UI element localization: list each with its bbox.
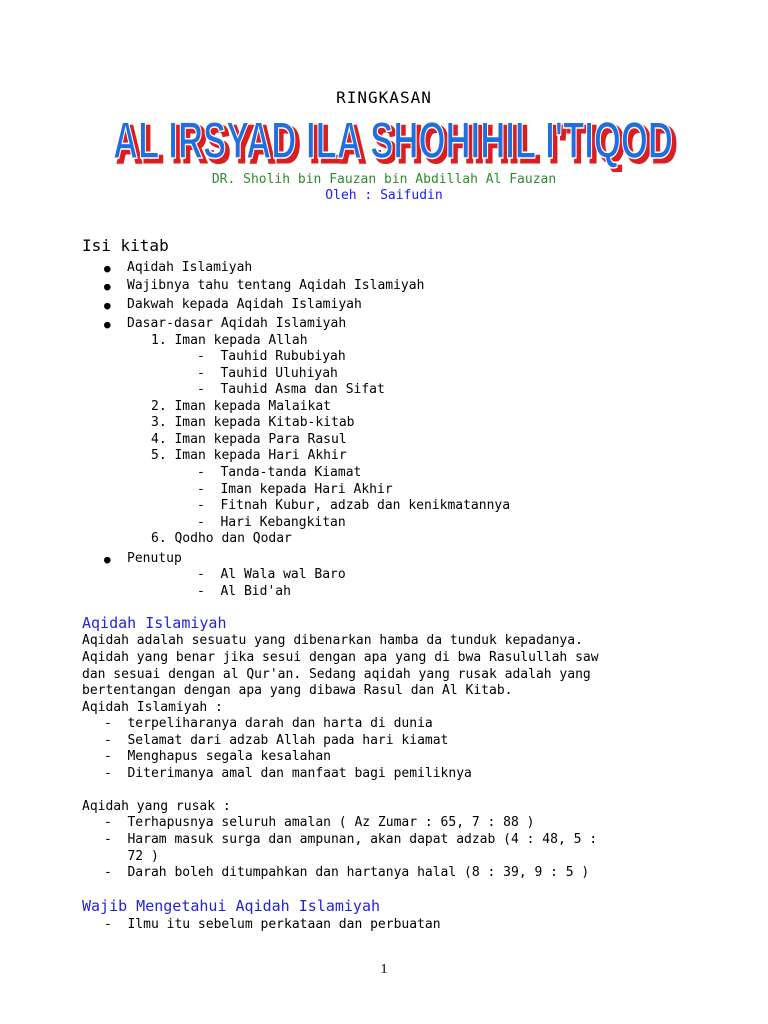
banner-title: AL IRSYAD ILA SHOHIHIL I'TIQOD [113, 112, 673, 170]
bullet-dot: ● [104, 280, 111, 293]
toc-sub-item: - Iman kepada Hari Akhir [197, 482, 393, 497]
bullet-dot: ● [104, 299, 111, 312]
benefit-item: - Menghapus segala kesalahan [104, 749, 331, 764]
toc-sub-item: - Al Bid'ah [197, 584, 291, 599]
toc-sub-item: - Tauhid Asma dan Sifat [197, 382, 385, 397]
rusak-item: - Terhapusnya seluruh amalan ( Az Zumar : 65, 7 : 88 ) [104, 815, 535, 830]
toc-sub-item: - Fitnah Kubur, adzab dan kenikmatannya [197, 498, 511, 513]
benefit-item: - Diterimanya amal dan manfaat bagi pemiliknya [104, 766, 472, 781]
toc-sub-item: - Tanda-tanda Kiamat [197, 465, 362, 480]
paragraph-line: Aqidah yang benar jika sesui dengan apa yang di bwa Rasulullah saw [82, 650, 599, 665]
toc-item: Dakwah kepada Aqidah Islamiyah [127, 297, 362, 312]
bullet-dot: ● [104, 553, 111, 566]
ringkasan-label: RINGKASAN [336, 88, 432, 107]
benefit-item: - Selamat dari adzab Allah pada hari kiamat [104, 733, 449, 748]
toc-item: Dasar-dasar Aqidah Islamiyah [127, 316, 347, 331]
toc-item: Wajibnya tahu tentang Aqidah Islamiyah [127, 278, 425, 293]
paragraph-line: Aqidah Islamiyah : [82, 700, 223, 715]
banner-title-shadow: AL IRSYAD ILA SHOHIHIL I'TIQOD [117, 116, 677, 172]
toc-sub-item: - Tauhid Uluhiyah [197, 366, 338, 381]
toc-sub-item: - Al Wala wal Baro [197, 567, 346, 582]
toc-numbered-item: 1. Iman kepada Allah [151, 333, 308, 348]
oleh-line: Oleh : Saifudin [325, 188, 443, 203]
toc-sub-item: - Tauhid Rububiyah [197, 349, 346, 364]
section-heading-wajib: Wajib Mengetahui Aqidah Islamiyah [82, 897, 381, 915]
wajib-item: - Ilmu itu sebelum perkataan dan perbuatan [104, 917, 441, 932]
toc-item: Penutup [127, 551, 182, 566]
paragraph-line: bertentangan dengan apa yang dibawa Rasul dan Al Kitab. [82, 683, 513, 698]
bullet-dot: ● [104, 318, 111, 331]
section-heading-aqidah: Aqidah Islamiyah [82, 614, 227, 632]
toc-numbered-item: 3. Iman kepada Kitab-kitab [151, 415, 355, 430]
rusak-item: - Darah boleh ditumpahkan dan hartanya halal (8 : 39, 9 : 5 ) [104, 865, 590, 880]
toc-numbered-item: 4. Iman kepada Para Rasul [151, 432, 347, 447]
rusak-label: Aqidah yang rusak : [82, 799, 231, 814]
toc-numbered-item: 2. Iman kepada Malaikat [151, 399, 332, 414]
paragraph-line: Aqidah adalah sesuatu yang dibenarkan hamba da tunduk kepadanya. [82, 633, 583, 648]
page-number: 1 [380, 962, 388, 977]
rusak-item-continued: 72 ) [104, 849, 159, 864]
rusak-item: - Haram masuk surga dan ampunan, akan dapat adzab (4 : 48, 5 : [104, 832, 598, 847]
isi-kitab-title: Isi kitab [82, 236, 169, 255]
toc-item: Aqidah Islamiyah [127, 260, 253, 275]
toc-numbered-item: 5. Iman kepada Hari Akhir [151, 448, 347, 463]
bullet-dot: ● [104, 262, 111, 275]
paragraph-line: dan sesuai dengan al Qur'an. Sedang aqidah yang rusak adalah yang [82, 667, 591, 682]
toc-sub-item: - Hari Kebangkitan [197, 515, 346, 530]
benefit-item: - terpeliharanya darah dan harta di dunia [104, 716, 433, 731]
author-line: DR. Sholih bin Fauzan bin Abdillah Al Fauzan [211, 172, 557, 187]
toc-numbered-item: 6. Qodho dan Qodar [151, 531, 292, 546]
title-banner [104, 110, 684, 172]
